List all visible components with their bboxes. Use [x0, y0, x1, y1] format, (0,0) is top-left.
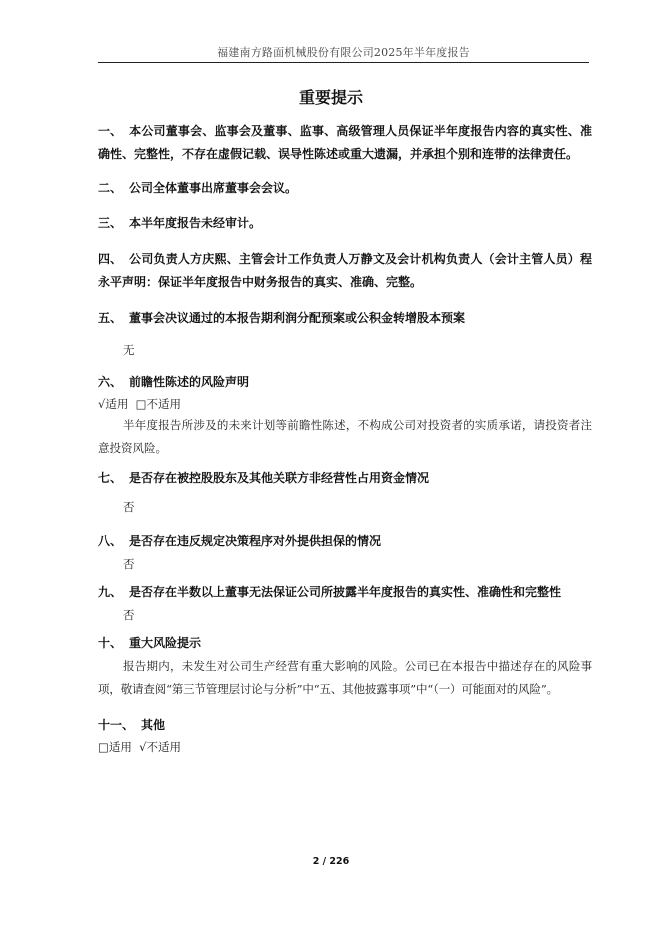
section-10: [98, 632, 592, 701]
section-number: 七、: [98, 471, 123, 485]
applicability-options: √适用 □不适用: [98, 397, 182, 411]
section-detail: 报告期内，未发生对公司生产经营有重大影响的风险。公司已在本报告中描述存在的风险事项，敬请查阅“第三节管理层讨论与分析”中“五、其他披露事项”中“（一）可能面对的风险”。: [98, 659, 592, 696]
section-number: 一、: [98, 124, 123, 138]
section-heading: 本公司董事会、监事会及董事、监事、高级管理人员保证半年度报告内容的真实性、准确性、完整性，不存在虚假记载、误导性陈述或重大遗漏，并承担个别和连带的法律责任。: [98, 124, 592, 161]
section-heading: 是否存在被控股股东及其他关联方非经营性占用资金情况: [129, 471, 430, 485]
page-title: 重要提示: [298, 88, 363, 107]
section-5: [98, 307, 592, 361]
section-detail: 半年度报告所涉及的未来计划等前瞻性陈述，不构成公司对投资者的实质承诺，请投资者注意投资风险。: [98, 418, 592, 455]
running-header: 福建南方路面机械股份有限公司2025年半年度报告: [217, 46, 470, 59]
section-heading: 公司负责人方庆熙、主管会计工作负责人万静文及会计机构负责人（会计主管人员）程永平声明：保证半年度报告中财务报告的真实、准确、完整。: [98, 252, 592, 289]
section-number: 三、: [98, 216, 123, 230]
section-3: [98, 212, 592, 235]
section-8: [98, 530, 592, 575]
section-heading: 公司全体董事出席董事会会议。: [129, 181, 298, 195]
section-number: 九、: [98, 585, 123, 599]
section-heading: 重大风险提示: [129, 636, 202, 650]
section-answer: 否: [123, 608, 135, 622]
section-number: 二、: [98, 181, 123, 195]
section-heading: 其他: [141, 718, 166, 732]
applicability-options: □适用 √不适用: [98, 740, 182, 754]
section-11: [98, 714, 592, 757]
section-heading: 董事会决议通过的本报告期利润分配预案或公积金转增股本预案: [129, 311, 466, 325]
section-number: 十一、: [98, 718, 135, 732]
section-7: [98, 467, 592, 518]
section-1: [98, 120, 592, 166]
section-9: [98, 581, 592, 626]
section-number: 五、: [98, 311, 123, 325]
section-number: 十、: [98, 636, 123, 650]
section-heading: 前瞻性陈述的风险声明: [129, 375, 250, 389]
section-2: [98, 177, 592, 200]
section-number: 八、: [98, 534, 123, 548]
section-answer: 否: [123, 557, 135, 571]
section-heading: 是否存在违反规定决策程序对外提供担保的情况: [129, 534, 382, 548]
header-rule: [98, 62, 589, 63]
section-heading: 是否存在半数以上董事无法保证公司所披露半年度报告的真实性、准确性和完整性: [129, 585, 562, 599]
section-number: 六、: [98, 375, 123, 389]
page-number: 2 / 226: [312, 856, 350, 867]
section-answer: 否: [123, 500, 135, 514]
section-6: [98, 371, 592, 460]
section-number: 四、: [98, 252, 123, 266]
section-4: [98, 248, 592, 294]
section-heading: 本半年度报告未经审计。: [129, 216, 262, 230]
section-answer: 无: [123, 343, 135, 357]
